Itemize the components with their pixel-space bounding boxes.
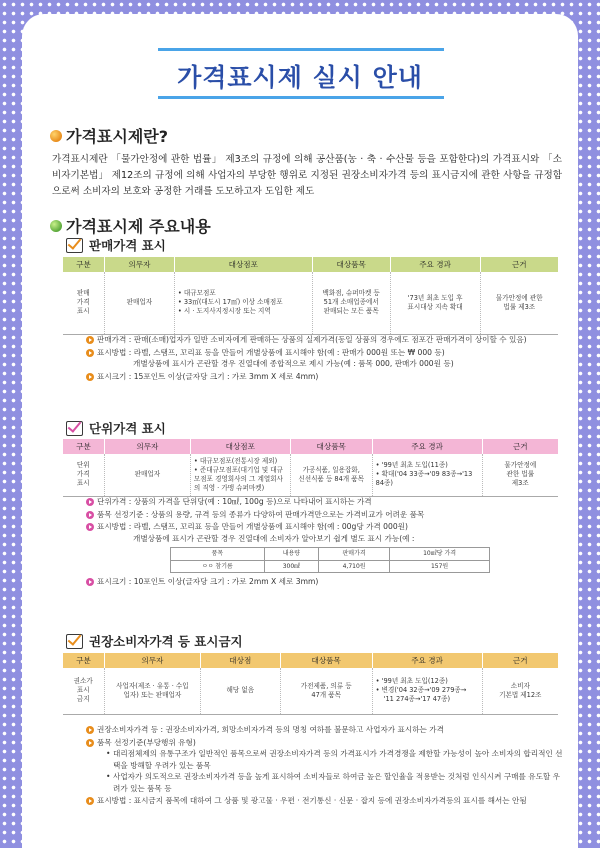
cell-type: 판매 가격 표시 (63, 272, 105, 334)
play-bullet-icon (86, 336, 94, 344)
section-heading-text: 가격표시제란? (66, 127, 169, 146)
header-stores: 대상점 (200, 653, 280, 668)
sales-price-table (62, 257, 558, 335)
header-items: 대상품목 (312, 257, 390, 272)
checkbox-icon (66, 634, 83, 649)
cell-items: 가전제품, 의류 등 47개 품목 (280, 668, 372, 714)
cell-basis: 물가안정에 관한 법률 제3조 (480, 272, 558, 334)
note-text: 표시크기 : 15포인트 이상(글자당 크기 : 가로 3mm X 세로 4mm) (97, 371, 319, 381)
history-item: • 변경('04 32종→'09 279종→ (375, 686, 467, 695)
note-item (86, 496, 564, 508)
section-heading-definition (50, 124, 168, 147)
example-cell: ㅇㅇ 참기름 (171, 560, 265, 573)
checkbox-icon (66, 421, 83, 436)
note-text: 표시방법 : 라벨, 스탬프, 꼬리표 등을 만들어 개별상품에 표시해야 함(예 : 판매가 000원 또는 ₩ 000 등) (97, 347, 445, 357)
orange-ball-icon (50, 130, 62, 142)
note-text: 품목 선정기준 : 상품의 용량, 규격 등의 종류가 다양하여 판매가격만으로는 가격비교가 어려운 품목 (97, 509, 425, 519)
checkbox-icon (66, 238, 83, 253)
history-item: • 확대('04 33종→'09 83종→'13 84종) (375, 470, 473, 488)
header-obligor: 의무자 (104, 257, 174, 272)
cell-basis: 물가안정에 관한 법률 제3조 (482, 454, 558, 496)
note-text: 판매가격 : 판매(소매)업자가 일반 소비자에게 판매하는 상품의 실제가격(동일 상품의 경우에도 점포간 판매가격이 상이할 수 있음) (97, 335, 527, 344)
header-type: 구분 (63, 257, 105, 272)
note-item (86, 737, 564, 795)
table-header-row (63, 653, 559, 668)
example-row (171, 560, 490, 573)
note-text: 단위가격 : 상품의 가격을 단위당(예 : 10㎖, 100g 등)으로 나타내어 표시하는 가격 (97, 497, 372, 506)
cell-history: '73년 최초 도입 후 표시대상 지속 확대 (390, 272, 480, 334)
example-header-row (171, 548, 490, 561)
note-item (86, 521, 564, 544)
note-item (86, 334, 564, 346)
subsection-unit-price (66, 419, 166, 437)
history-item: • '99년 최초 도입(12종) (375, 677, 448, 686)
play-bullet-icon (86, 726, 94, 734)
subsection-sales-price (66, 236, 166, 254)
unit-notes (86, 496, 564, 589)
cell-stores (174, 272, 312, 334)
note-item (86, 509, 564, 521)
table-row (63, 668, 559, 714)
section-heading-main-content (50, 214, 211, 237)
header-history: 주요 경과 (372, 439, 482, 454)
header-type: 구분 (63, 439, 105, 454)
play-bullet-icon (86, 523, 94, 531)
play-bullet-icon (86, 349, 94, 357)
cell-obligor: 사업자(제조 · 유통 · 수입 업자) 또는 판매업자 (104, 668, 200, 714)
recommended-price-table (62, 653, 558, 715)
note-item (86, 371, 564, 383)
example-header-cell: 내용량 (264, 548, 318, 561)
title-rule-bottom (158, 96, 444, 99)
table-row (63, 454, 559, 496)
note-text: 표시방법 : 표시금지 품목에 대하여 그 상품 및 광고물 · 우편 · 전기통신 · 신문 · 잡지 등에 권장소비자가격등의 표시를 해서는 안됨 (97, 796, 527, 805)
example-cell: 300㎖ (264, 560, 318, 573)
unit-price-example-table (170, 547, 490, 573)
unit-price-table (62, 439, 558, 497)
green-ball-icon (50, 220, 62, 232)
note-text: 표시크기 : 10포인트 이상(글자당 크기 : 가로 2mm X 세로 3mm) (97, 577, 319, 586)
table-header-row (63, 439, 559, 454)
subsection-title: 권장소비자가격 등 표시금지 (89, 634, 243, 649)
cell-stores: 해당 없음 (200, 668, 280, 714)
example-header-cell: 품목 (171, 548, 265, 561)
header-basis: 근거 (480, 257, 558, 272)
history-item: '11 274종→'17 47종) (383, 695, 451, 704)
header-type: 구분 (63, 653, 105, 668)
store-item: • 시 · 도지사지정시장 또는 지역 (177, 307, 271, 316)
note-item (86, 795, 564, 807)
example-cell: 157원 (390, 560, 490, 573)
note-text: 권장소비자가격 등 : 권장소비자가격, 희망소비자가격 등의 명칭 여하를 불문하고 사업자가 표시하는 가격 (97, 725, 444, 734)
play-bullet-icon (86, 797, 94, 805)
cell-type: 권소가 표시 금지 (63, 668, 105, 714)
header-items: 대상품목 (290, 439, 372, 454)
title-rule-top (158, 48, 444, 51)
recommended-notes (86, 724, 564, 808)
subsection-title: 단위가격 표시 (89, 421, 166, 436)
note-text: 표시방법 : 라벨, 스탬프, 꼬리표 등을 만들어 개별상품에 표시해야 함(예 : 00g당 가격 000원) (97, 522, 408, 531)
section-heading-text: 가격표시제 주요내용 (66, 217, 211, 236)
header-stores: 대상점포 (174, 257, 312, 272)
notice-page (22, 14, 578, 848)
header-obligor: 의무자 (104, 439, 190, 454)
cell-items: 백화점, 슈퍼마켓 등 51개 소매업종에서 판매되는 모든 품목 (312, 272, 390, 334)
store-item: • 대규모점포(전통시장 제외) (193, 456, 278, 465)
header-items: 대상품목 (280, 653, 372, 668)
cell-type: 단위 가격 표시 (63, 454, 105, 496)
subsection-recommended-price (66, 632, 243, 650)
cell-history (372, 454, 482, 496)
header-history: 주요 경과 (390, 257, 480, 272)
page-title: 가격표시제 실시 안내 (177, 63, 423, 92)
store-item: • 준대규모점포(대기업 및 대규모점포 경영회사의 그 계열회사의 직영 · 가맹 슈퍼마켓) (193, 465, 284, 492)
play-bullet-icon (86, 373, 94, 381)
header-basis: 근거 (482, 439, 558, 454)
example-header-cell: 10㎖당 가격 (390, 548, 490, 561)
play-bullet-icon (86, 498, 94, 506)
subsection-title: 판매가격 표시 (89, 238, 166, 253)
header-obligor: 의무자 (104, 653, 200, 668)
note-item (86, 347, 564, 370)
note-extra: 개별상품에 표시가 곤란할 경우 진열대에 소비자가 알아보기 쉽게 별도 표시 가능(예 : (133, 533, 415, 543)
sales-notes (86, 334, 564, 383)
note-item (86, 576, 564, 588)
store-item: • 33㎡(대도시 17㎡) 이상 소매점포 (177, 298, 283, 307)
note-extra: 개별상품에 표시가 곤란할 경우 진열대에 종합적으로 제시 가능(예 : 품목 000, 판매가 000원 등) (133, 359, 454, 368)
play-bullet-icon (86, 578, 94, 586)
header-stores: 대상점포 (190, 439, 290, 454)
criteria-item: • 사업자가 의도적으로 권장소비자가격 등을 높게 표시하여 소비자들로 하여금 높은 할인율을 적용받는 것처럼 인식시켜 구매를 유도할 우려가 있는 품목 등 (97, 771, 564, 794)
cell-items: 가공식품, 일용잡화, 신선식품 등 84개 품목 (290, 454, 372, 496)
note-text: 품목 선정기준(부당행위 유형) (97, 737, 196, 747)
definition-paragraph: 가격표시제란 「물가안정에 관한 법률」 제3조의 규정에 의해 공산품(농 · 축 · 수산물 등을 포함한다)의 가격표시와 「소비자기본법」 제12조의 규정에 의해 사업자의 부당한 행위로 지정된 권장소비자가격 등의 표시금지에 관한 사항을 규정함으로써 소비자의 보호와 공정한 거래를 도모하고자 도입한 제도 (52, 154, 562, 197)
header-basis: 근거 (482, 653, 558, 668)
example-header-cell: 판매가격 (319, 548, 390, 561)
play-bullet-icon (86, 739, 94, 747)
header-history: 주요 경과 (372, 653, 482, 668)
table-row (63, 272, 559, 334)
criteria-item: • 대리점체제의 유통구조가 일반적인 품목으로써 권장소비자가격 등의 가격표시가 가격경쟁을 제한할 가능성이 높아 소비자의 합리적인 선택을 방해할 우려가 있는 품목 (97, 748, 564, 771)
cell-stores (190, 454, 290, 496)
history-item: • '99년 최초 도입(11종) (375, 461, 448, 470)
example-cell: 4,710원 (319, 560, 390, 573)
cell-obligor: 판매업자 (104, 272, 174, 334)
cell-history (372, 668, 482, 714)
table-header-row (63, 257, 559, 272)
cell-obligor: 판매업자 (104, 454, 190, 496)
cell-basis: 소비자 기본법 제12조 (482, 668, 558, 714)
store-item: • 대규모점포 (177, 289, 216, 298)
note-item (86, 724, 564, 736)
play-bullet-icon (86, 511, 94, 519)
